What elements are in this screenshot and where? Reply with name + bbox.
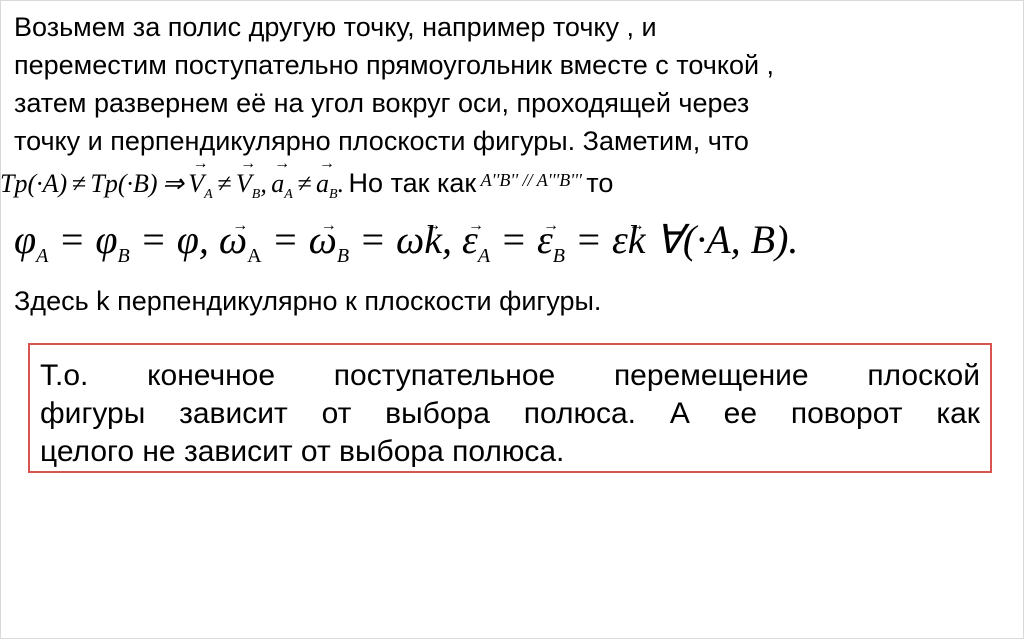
- phi-b: $\varphi_B$: [95, 217, 130, 267]
- eps-k: ε→ k: [612, 217, 646, 262]
- omega-a: → $\omega_A$: [219, 212, 262, 284]
- conclusion-box: [28, 343, 992, 473]
- phi: φ: [176, 217, 199, 262]
- omega-k: ω→ k: [396, 217, 442, 262]
- phi-a: $\varphi_A$: [14, 217, 49, 267]
- intro-paragraph: [14, 8, 1014, 160]
- eps-b: → $\varepsilon_B$: [537, 212, 565, 284]
- note-line: Здесь k перпендикулярно к плоскости фигуры.: [14, 286, 602, 316]
- acceleration-b: → $a_B$: [316, 169, 338, 203]
- then-text: то: [586, 168, 614, 198]
- but-since-text: Но так как: [348, 168, 477, 198]
- formula-tail: (·A, B).: [682, 217, 799, 262]
- acceleration-a: → $a_A$: [271, 169, 293, 203]
- conclusion-line-1: Т.о. конечное поступательное перемещение плоской: [40, 359, 980, 392]
- parallel-segments: A''B'' // A'''B''': [480, 170, 582, 190]
- conclusion-line-3: целого не зависит от выбора полюса.: [40, 435, 565, 468]
- eps-a: → $\varepsilon_A$: [462, 212, 490, 284]
- intro-line-4: точку и перпендикулярно плоскости фигуры. Заметим, что: [14, 126, 749, 156]
- forall-sign: ∀: [655, 217, 683, 262]
- neq-sign: ≠: [71, 169, 86, 198]
- intro-line-3: затем развернем её на угол вокруг оси, проходящей через: [14, 88, 750, 118]
- neq-sign-3: ≠: [297, 169, 312, 198]
- velocity-b: → $V_B$: [236, 169, 260, 203]
- translation-formula: Tp(·A) ≠ Tp(·B) ⇒ → $V_A$ ≠ → $V_B$, → $a_A$ ≠ → $a_B$. Но так как A''B'' // A'''B''' то: [0, 168, 613, 212]
- neq-sign-2: ≠: [217, 169, 232, 198]
- intro-line-2: переместим поступательно прямоугольник вместе с точкой ,: [14, 50, 775, 80]
- rotation-formula: $\varphi_A = \varphi_B = \varphi$, → $\omega_A$ = → $\omega_B = \omega\to k$, → $\varepsilon_A$ = → $\varepsilon_B = \varepsilon\to k$ ∀(·A, B).: [14, 212, 798, 268]
- intro-line-1: Возьмем за полис другую точку, например точку , и: [14, 12, 657, 42]
- omega-b: → $\omega_B$: [309, 212, 349, 284]
- conclusion-line-2: фигуры зависит от выбора полюса. А ее поворот как: [40, 397, 980, 430]
- tp-a: Tp(·A): [0, 169, 68, 198]
- velocity-a: → $V_A$: [188, 169, 212, 203]
- implies-sign: ⇒: [161, 169, 184, 198]
- tp-b: Tp(·B): [90, 169, 158, 198]
